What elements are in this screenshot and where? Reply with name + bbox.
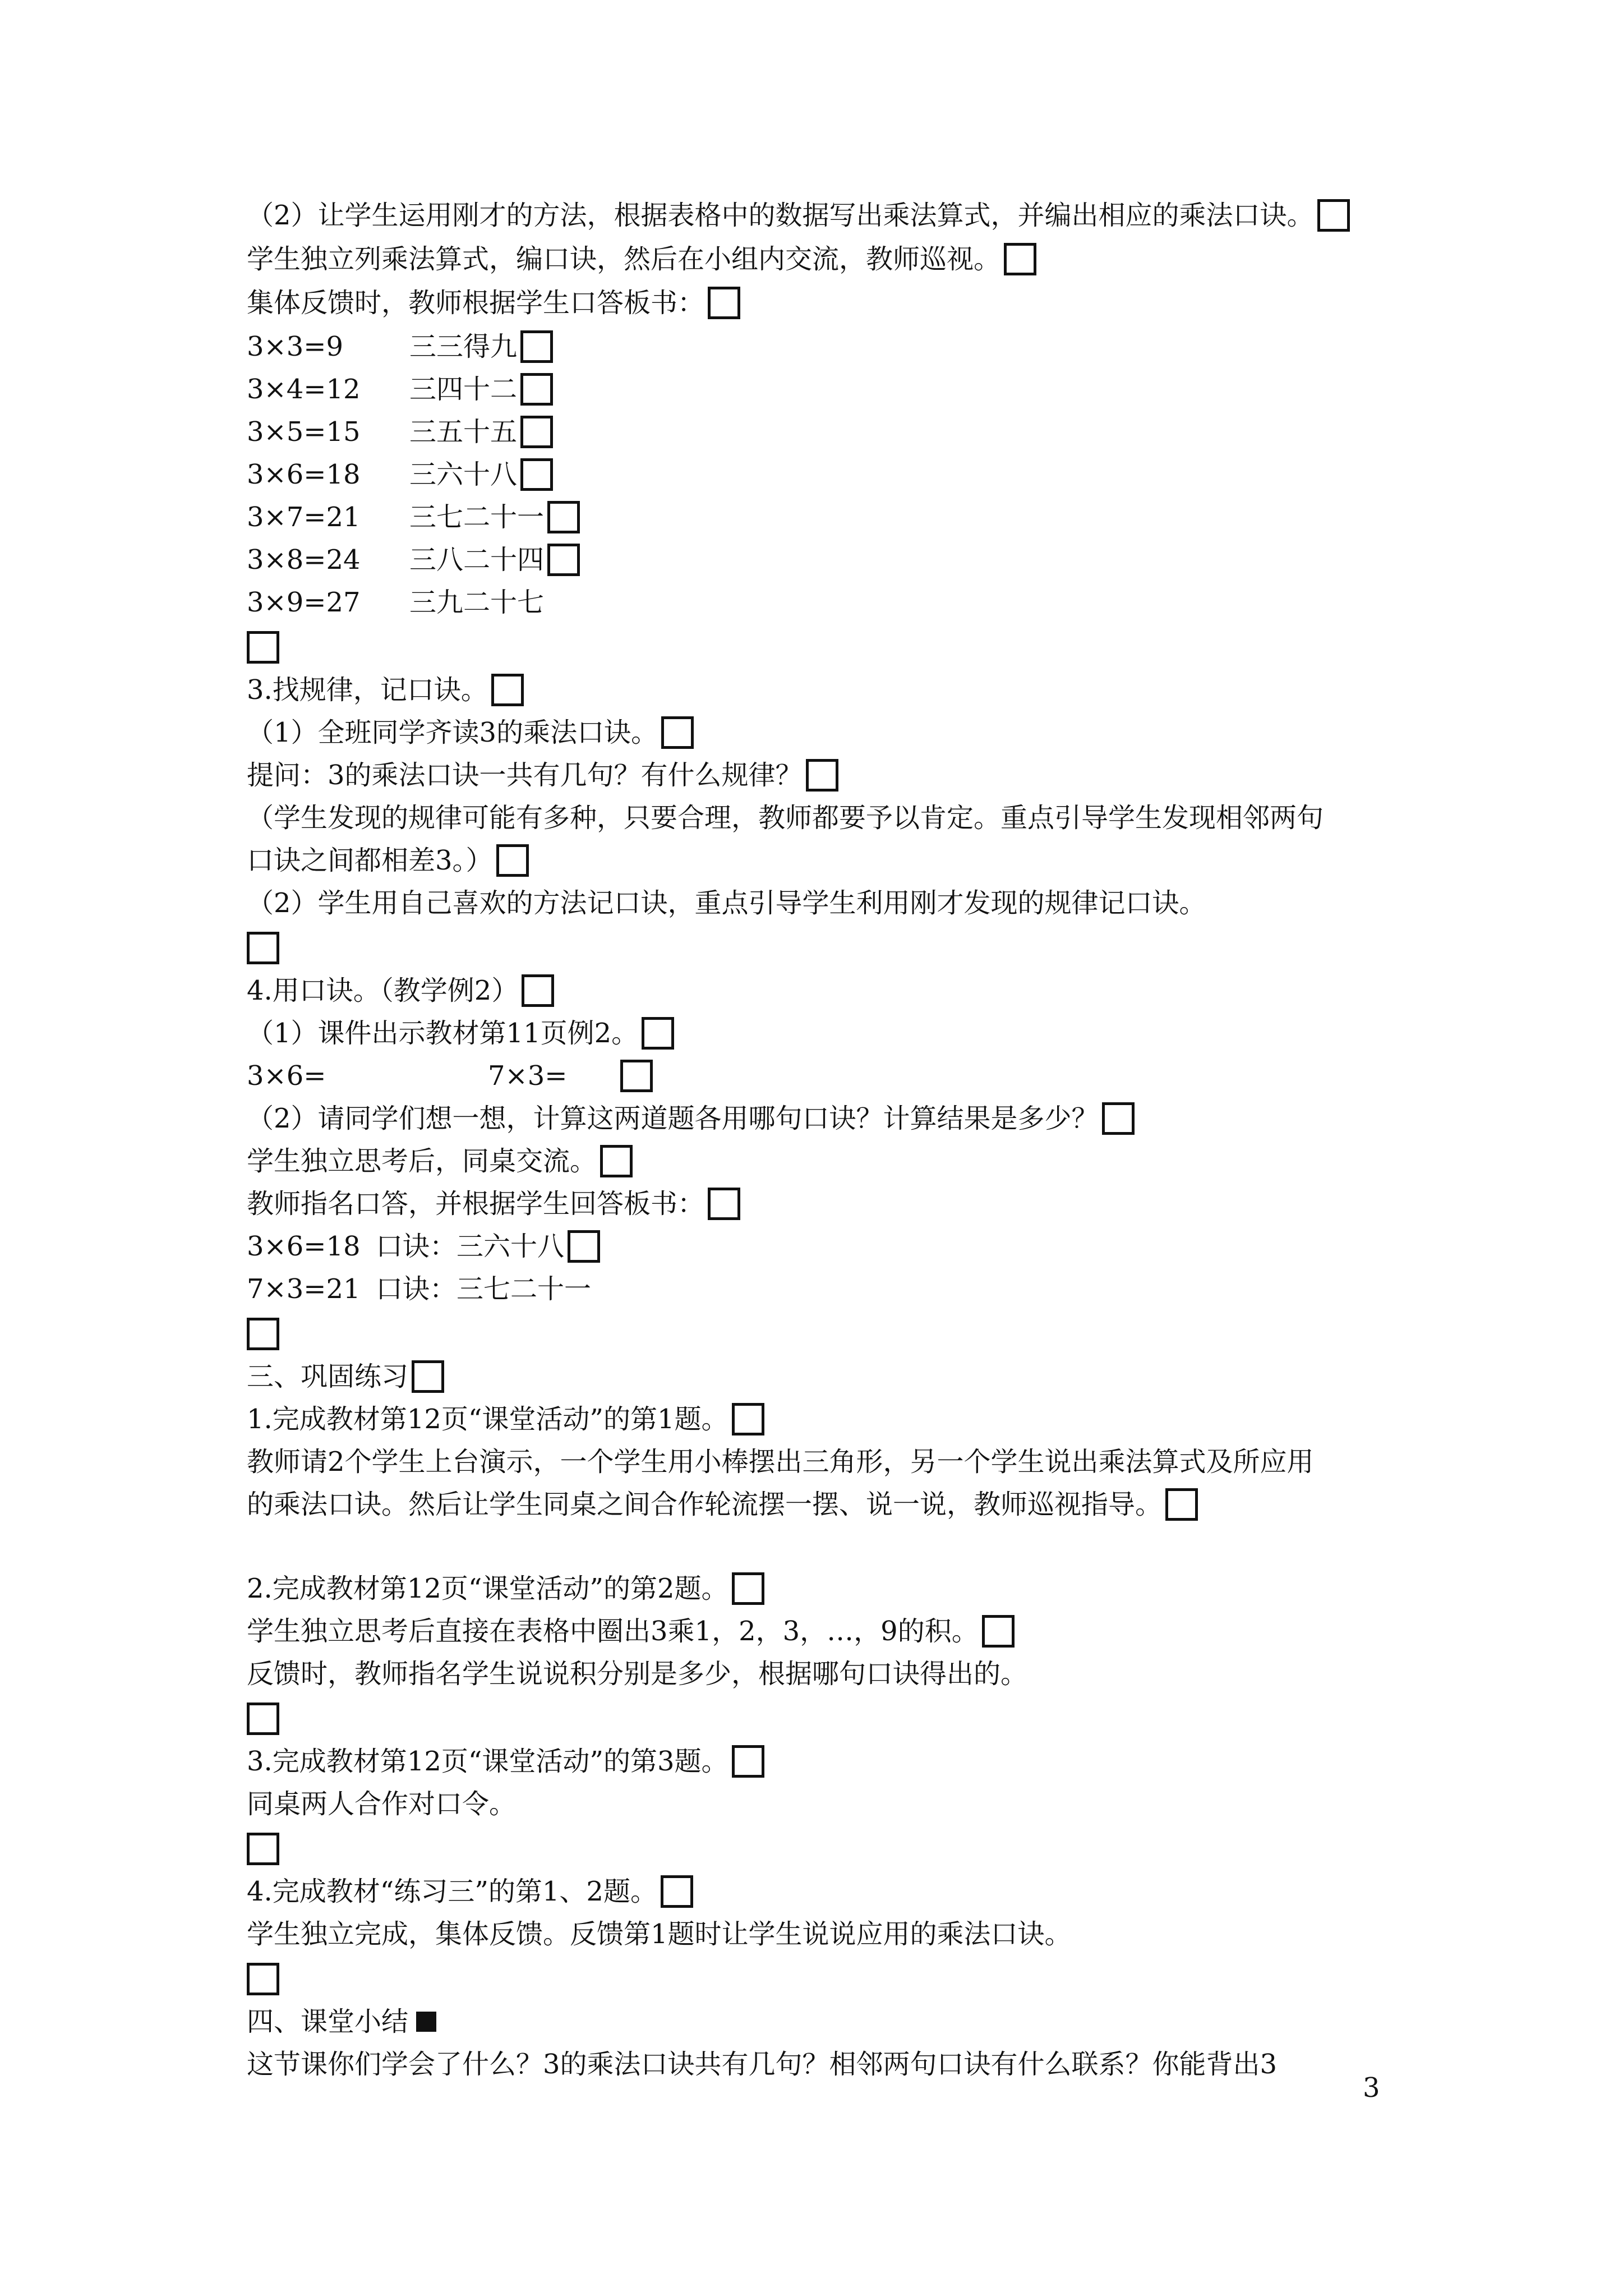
paragraph: 反馈时，教师指名学生说说积分别是多少，根据哪句口诀得出的。 [247,1658,1028,1690]
section-heading: 三、巩固练习 [247,1359,444,1395]
exercise-row: 3×6= 7×3= [247,1058,653,1094]
checkbox[interactable] [661,1875,693,1908]
checkbox[interactable] [247,1833,279,1865]
checkbox[interactable] [247,631,279,664]
paragraph: 同桌两人合作对口令。 [247,1788,517,1820]
checkbox-line [247,1316,279,1352]
checkbox[interactable] [547,501,580,533]
board-row: 7×3=21 口诀：三七二十一 [247,1273,592,1305]
checkbox[interactable] [247,1703,279,1735]
section-heading: 四、课堂小结 [247,2004,436,2040]
paragraph: 提问：3的乘法口诀一共有几句？有什么规律？ [247,757,838,794]
checkbox[interactable] [1317,199,1350,232]
paragraph: （1）全班同学齐读3的乘法口诀。 [247,715,694,751]
checkbox[interactable] [412,1360,444,1393]
checkbox[interactable] [491,674,524,706]
paragraph: 4.完成教材“练习三”的第1、2题。 [247,1874,693,1910]
checkbox[interactable] [520,373,553,406]
checkbox[interactable] [520,458,553,491]
paragraph: （2）学生用自己喜欢的方法记口诀，重点引导学生利用刚才发现的规律记口诀。 [247,887,1206,919]
paragraph: （学生发现的规律可能有多种，只要合理，教师都要予以肯定。重点引导学生发现相邻两句 [247,802,1324,834]
table-row: 3×3=9 三三得九 [247,329,553,365]
paragraph: 学生独立列乘法算式，编口诀，然后在小组内交流，教师巡视。 [247,241,1036,278]
paragraph: 教师请2个学生上台演示，一个学生用小棒摆出三角形，另一个学生说出乘法算式及所应用 [247,1446,1314,1478]
paragraph: 集体反馈时，教师根据学生口答板书： [247,285,740,321]
checkbox[interactable] [522,974,554,1007]
paragraph: 3.完成教材第12页“课堂活动”的第3题。 [247,1743,764,1780]
table-row: 3×7=21 三七二十一 [247,499,580,536]
checkbox[interactable] [247,1318,279,1350]
checkbox[interactable] [496,844,529,877]
paragraph: 这节课你们学会了什么？3的乘法口诀共有几句？相邻两句口诀有什么联系？你能背出3 [247,2049,1278,2080]
filled-square-icon [416,2012,436,2032]
checkbox[interactable] [732,1572,764,1605]
checkbox[interactable] [520,416,553,448]
checkbox[interactable] [600,1145,633,1177]
checkbox[interactable] [708,287,740,319]
paragraph: （2）让学生运用刚才的方法，根据表格中的数据写出乘法算式，并编出相应的乘法口诀。 [247,197,1350,234]
paragraph: 2.完成教材第12页“课堂活动”的第2题。 [247,1571,764,1607]
paragraph: 学生独立思考后直接在表格中圈出3乘1，2，3，…，9的积。 [247,1613,1015,1650]
checkbox[interactable] [806,759,838,792]
checkbox[interactable] [247,1963,279,1995]
board-row: 3×6=18 口诀：三六十八 [247,1228,600,1265]
section-heading: 4.用口诀。（教学例2） [247,973,554,1009]
paragraph: 学生独立思考后，同桌交流。 [247,1143,633,1180]
checkbox[interactable] [1004,243,1036,275]
paragraph: 教师指名口答，并根据学生回答板书： [247,1186,740,1222]
checkbox-line [247,1961,279,1998]
table-row: 3×8=24 三八二十四 [247,542,580,578]
checkbox[interactable] [732,1745,764,1778]
checkbox[interactable] [620,1060,653,1092]
checkbox[interactable] [708,1188,740,1220]
checkbox-line [247,629,279,666]
checkbox[interactable] [568,1230,600,1263]
paragraph: 学生独立完成，集体反馈。反馈第1题时让学生说说应用的乘法口诀。 [247,1918,1072,1950]
paragraph: （2）请同学们想一想，计算这两道题各用哪句口诀？计算结果是多少？ [247,1101,1135,1137]
table-row: 3×5=15 三五十五 [247,414,553,450]
checkbox[interactable] [642,1017,674,1050]
paragraph: 1.完成教材第12页“课堂活动”的第1题。 [247,1401,764,1438]
checkbox[interactable] [247,932,279,964]
section-heading: 3.找规律，记口诀。 [247,672,524,708]
checkbox[interactable] [982,1615,1015,1648]
checkbox[interactable] [547,544,580,576]
checkbox-line [247,1831,279,1867]
checkbox[interactable] [520,330,553,363]
checkbox-line [247,1701,279,1737]
paragraph: 口诀之间都相差3。） [247,843,529,879]
paragraph: （1）课件出示教材第11页例2。 [247,1015,674,1052]
checkbox[interactable] [661,716,694,749]
checkbox[interactable] [732,1403,764,1435]
table-row: 3×9=27 三九二十七 [247,587,545,618]
paragraph: 的乘法口诀。然后让学生同桌之间合作轮流摆一摆、说一说，教师巡视指导。 [247,1487,1198,1523]
table-row: 3×6=18 三六十八 [247,457,553,493]
checkbox[interactable] [1165,1488,1198,1521]
table-row: 3×4=12 三四十二 [247,371,553,408]
checkbox-line [247,930,279,967]
page-number: 3 [1363,2072,1380,2104]
checkbox[interactable] [1102,1102,1135,1135]
